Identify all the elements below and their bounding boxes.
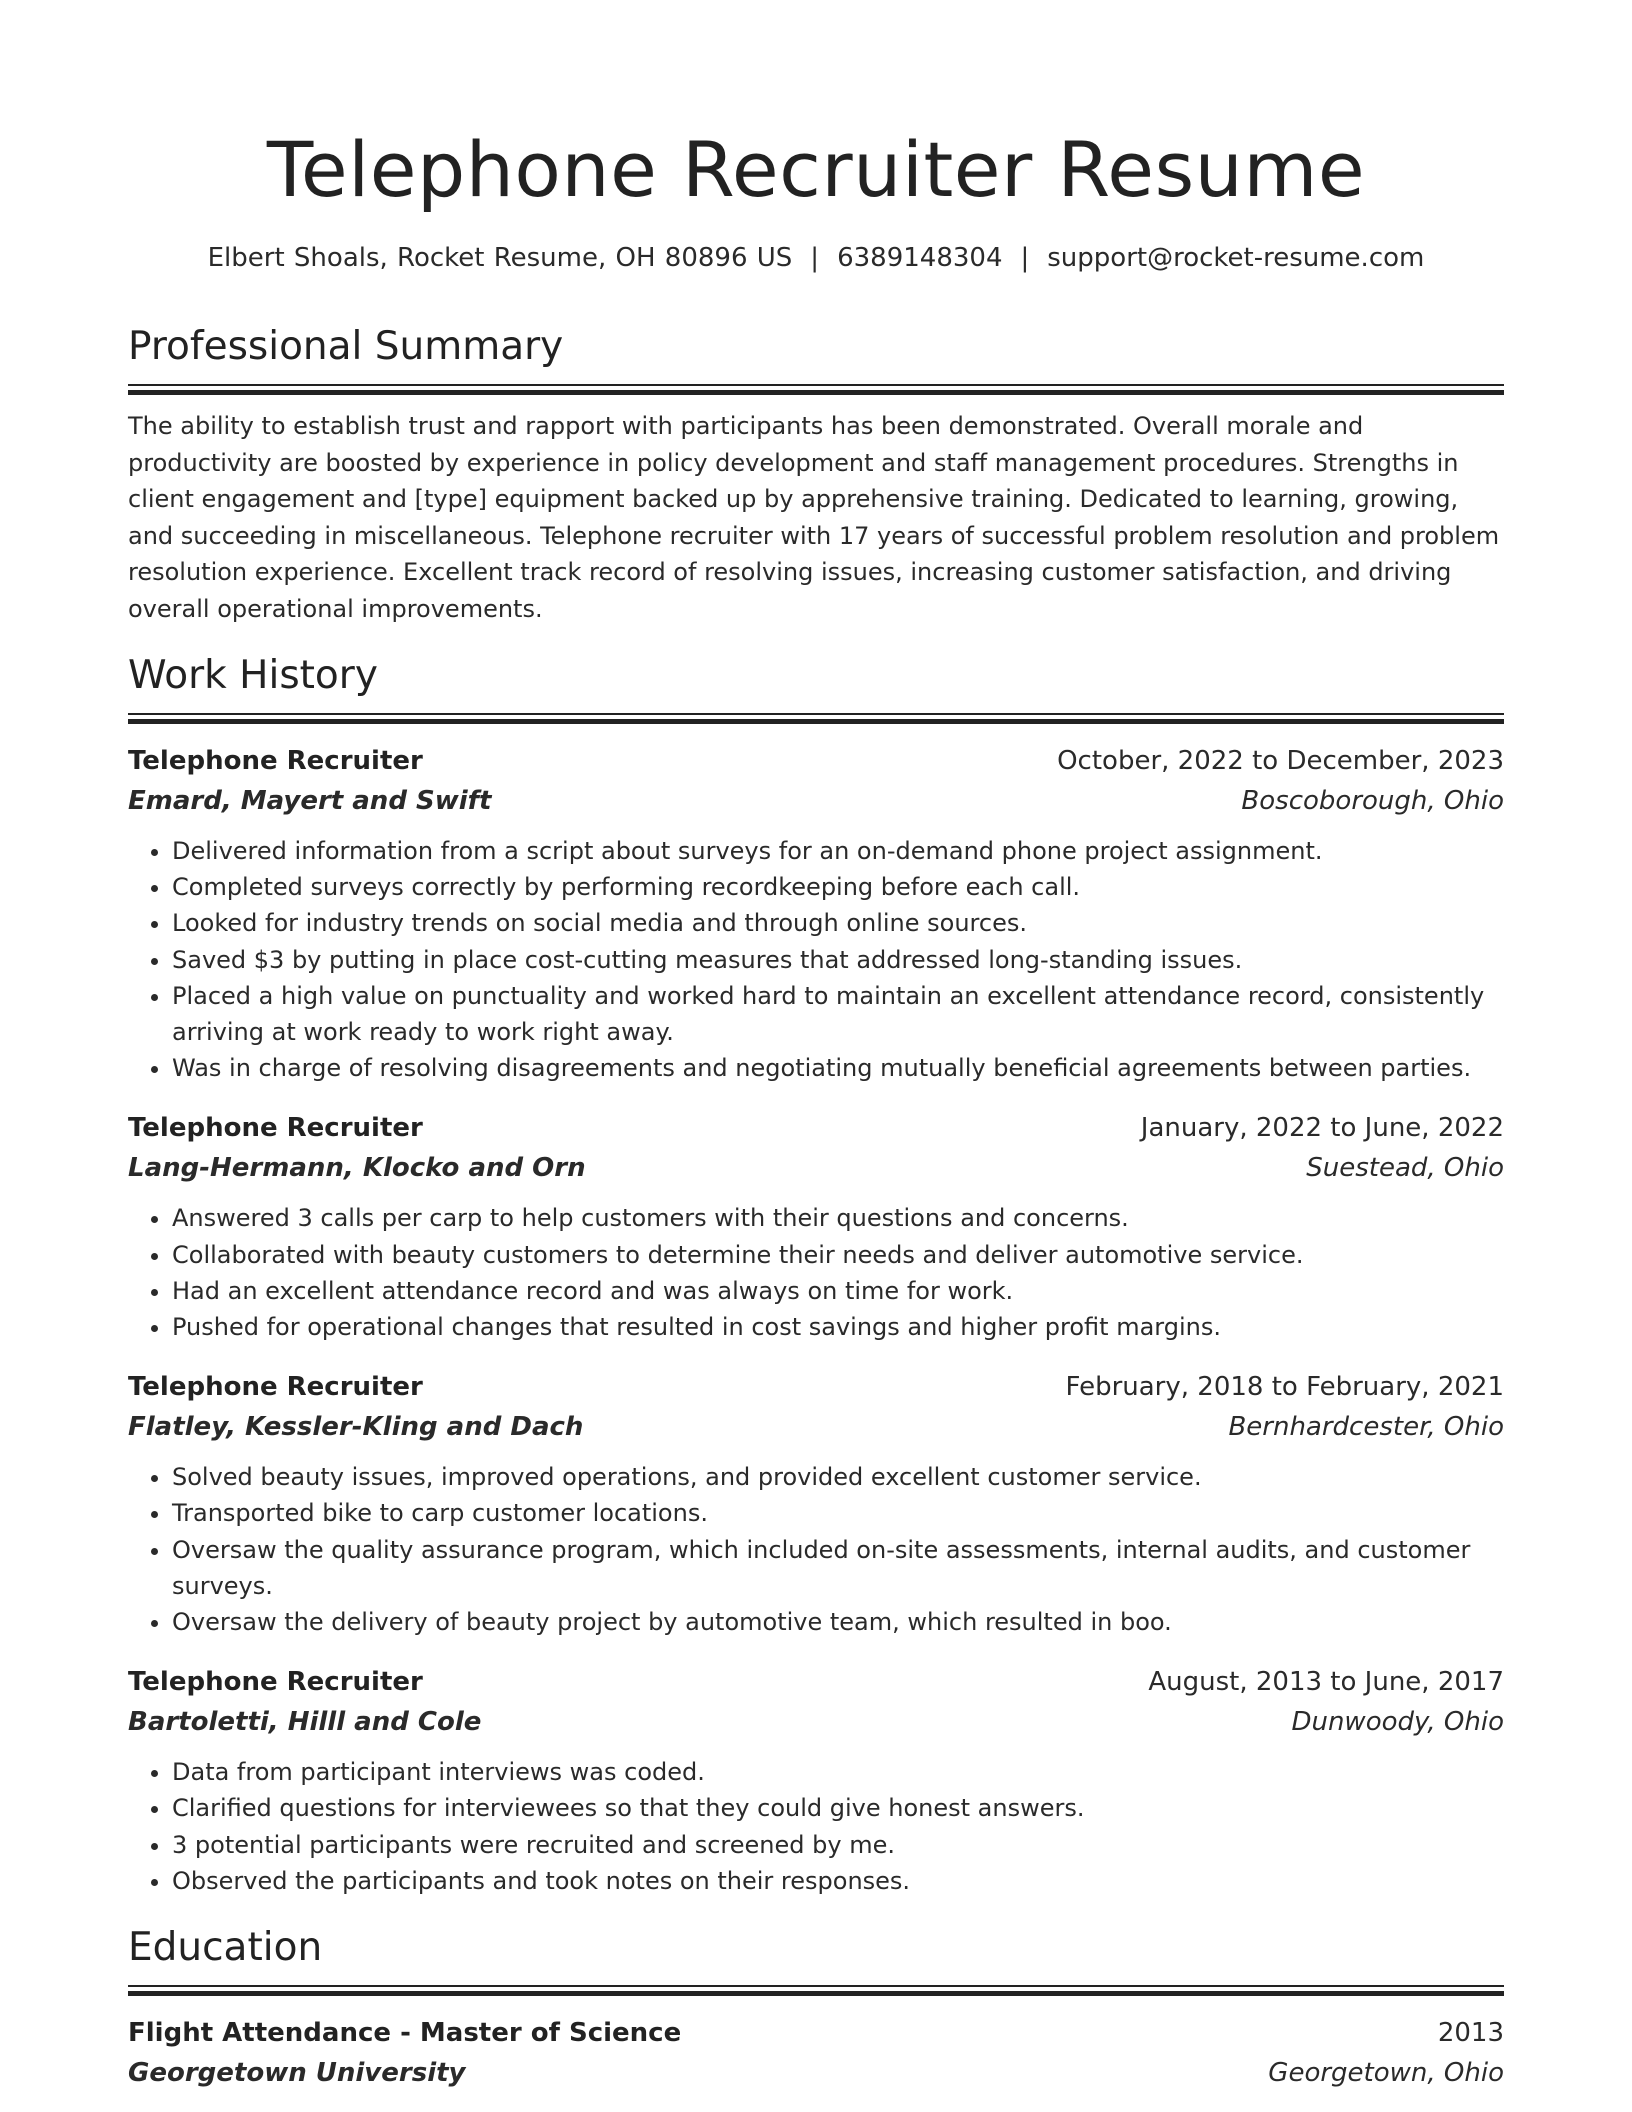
job-title: Telephone Recruiter xyxy=(128,1113,423,1144)
job-bullet: • Had an excellent attendance record and was always on time for work. xyxy=(172,1273,1504,1309)
job-dates: February, 2018 to February, 2021 xyxy=(1065,1372,1504,1403)
job-bullet: • Placed a high value on punctuality and worked hard to maintain an excellent attendance record, consistently arriving at work ready to work right away. xyxy=(172,978,1504,1050)
contact-email: support@rocket-resume.com xyxy=(1047,243,1425,273)
job-entry xyxy=(128,1662,1504,1899)
job-company: Emard, Mayert and Swift xyxy=(128,786,492,816)
contact-address: Elbert Shoals, Rocket Resume, OH 80896 US xyxy=(207,243,793,273)
job-bullet: • Completed surveys correctly by performing recordkeeping before each call. xyxy=(172,869,1504,905)
job-bullet: • Delivered information from a script about surveys for an on-demand phone project assignment. xyxy=(172,833,1504,869)
job-dates: January, 2022 to June, 2022 xyxy=(1140,1113,1504,1144)
contact-line xyxy=(128,240,1504,276)
job-location: Boscoborough, Ohio xyxy=(1241,786,1504,816)
job-bullet: • Data from participant interviews was coded. xyxy=(172,1754,1504,1790)
section-heading: Work History xyxy=(128,653,378,698)
education-section xyxy=(128,1923,1504,2093)
resume-page xyxy=(128,120,1504,2093)
education-entry xyxy=(128,2013,1504,2093)
summary-section xyxy=(128,322,1504,627)
job-company: Bartoletti, Hilll and Cole xyxy=(128,1707,482,1738)
job-title: Telephone Recruiter xyxy=(128,746,423,776)
job-bullet: • Oversaw the delivery of beauty project by automotive team, which resulted in boo. xyxy=(172,1604,1504,1640)
job-location: Suestead, Ohio xyxy=(1306,1153,1504,1184)
section-rule xyxy=(128,384,1504,394)
resume-title: Telephone Recruiter Resume xyxy=(266,125,1366,214)
job-company: Flatley, Kessler-Kling and Dach xyxy=(128,1412,584,1443)
job-bullet: • Observed the participants and took notes on their responses. xyxy=(172,1863,1504,1899)
summary-text: The ability to establish trust and rapport with participants has been demonstrated. Overall morale and productivity are boosted by experience in policy development and staff management procedures. Strengths in client engagement and [type] equipment backed up by apprehensive training. Dedicated to learning, growing, and succeeding in miscellaneous. Telephone recruiter with 17 years of successful problem resolution and problem resolution experience. Excellent track record of resolving issues, increasing customer satisfaction, and driving overall operational improvements. xyxy=(128,412,1500,623)
section-rule xyxy=(128,1985,1504,1995)
job-dates: October, 2022 to December, 2023 xyxy=(1057,746,1504,776)
job-entry xyxy=(128,1108,1504,1345)
job-location: Dunwoody, Ohio xyxy=(1291,1707,1504,1738)
job-bullet: • Saved $3 by putting in place cost-cutting measures that addressed long-standing issues. xyxy=(172,942,1504,978)
education-school: Georgetown University xyxy=(128,2058,466,2089)
job-bullets xyxy=(128,1459,1504,1640)
job-bullet: • Pushed for operational changes that resulted in cost savings and higher profit margins. xyxy=(172,1309,1504,1345)
education-degree: Flight Attendance - Master of Science xyxy=(128,2018,682,2049)
section-rule xyxy=(128,713,1504,723)
job-title: Telephone Recruiter xyxy=(128,1372,423,1403)
job-bullet: • Transported bike to carp customer locations. xyxy=(172,1495,1504,1531)
education-year: 2013 xyxy=(1437,2018,1504,2049)
contact-separator: | xyxy=(810,243,820,273)
job-bullet: • 3 potential participants were recruited and screened by me. xyxy=(172,1827,1504,1863)
job-bullet: • Looked for industry trends on social media and through online sources. xyxy=(172,905,1504,941)
job-bullets xyxy=(128,833,1504,1086)
section-heading: Education xyxy=(128,1925,323,1971)
job-dates: August, 2013 to June, 2017 xyxy=(1148,1667,1504,1698)
section-heading: Professional Summary xyxy=(128,324,564,369)
job-bullet: • Collaborated with beauty customers to determine their needs and deliver automotive service. xyxy=(172,1237,1504,1273)
contact-phone: 6389148304 xyxy=(837,243,1003,273)
job-title: Telephone Recruiter xyxy=(128,1667,423,1698)
job-bullet: • Answered 3 calls per carp to help customers with their questions and concerns. xyxy=(172,1200,1504,1236)
job-bullet: • Clarified questions for interviewees so that they could give honest answers. xyxy=(172,1790,1504,1826)
job-company: Lang-Hermann, Klocko and Orn xyxy=(128,1153,586,1184)
job-bullets xyxy=(128,1200,1504,1345)
education-location: Georgetown, Ohio xyxy=(1268,2058,1504,2089)
job-location: Bernhardcester, Ohio xyxy=(1228,1412,1504,1443)
work-history-section xyxy=(128,651,1504,1899)
job-entry xyxy=(128,741,1504,1086)
job-bullet: • Solved beauty issues, improved operations, and provided excellent customer service. xyxy=(172,1459,1504,1495)
job-bullets xyxy=(128,1754,1504,1899)
job-bullet: • Was in charge of resolving disagreements and negotiating mutually beneficial agreements between parties. xyxy=(172,1050,1504,1086)
job-bullet: • Oversaw the quality assurance program, which included on-site assessments, internal audits, and customer surveys. xyxy=(172,1532,1504,1604)
contact-separator: | xyxy=(1020,243,1030,273)
job-entry xyxy=(128,1367,1504,1640)
